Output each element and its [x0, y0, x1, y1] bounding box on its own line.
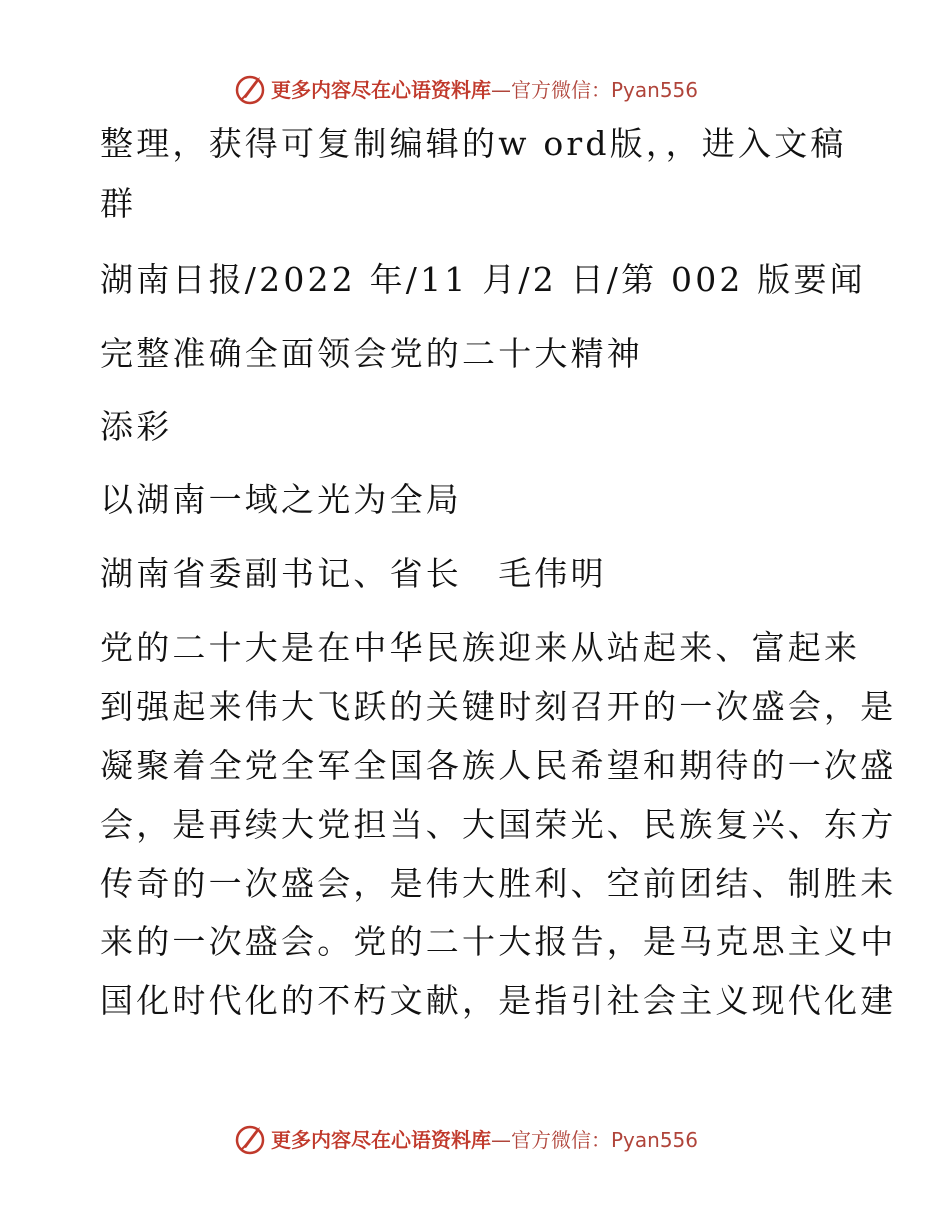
watermark-footer: [0, 1120, 950, 1160]
text-line-11: 会，是再续大党担当、大国荣光、民族复兴、东方: [100, 805, 897, 844]
text-line-14: 国化时代化的不朽文献，是指引社会主义现代化建: [100, 981, 897, 1020]
watermark-official: 官方微信：: [511, 78, 611, 102]
quill-pen-circle-icon: [234, 1121, 266, 1157]
text-line-2: 群: [100, 184, 137, 223]
text-line-12: 传奇的一次盛会，是伟大胜利、空前团结、制胜未: [100, 864, 897, 903]
watermark-id: Pyan556: [611, 1128, 699, 1152]
watermark-main: 更多内容尽在心语资料库: [271, 1128, 491, 1152]
text-line-6: 以湖南一域之光为全局: [100, 480, 462, 519]
text-line-1: 整理，获得可复制编辑的w ord版，，进入文稿: [100, 124, 847, 163]
watermark-id: Pyan556: [611, 78, 699, 102]
text-line-8: 党的二十大是在中华民族迎来从站起来、富起来: [100, 628, 861, 667]
watermark-main: 更多内容尽在心语资料库: [271, 78, 491, 102]
text-line-9: 到强起来伟大飞跃的关键时刻召开的一次盛会，是: [100, 687, 897, 726]
watermark-dash: —: [491, 78, 511, 102]
text-line-3: 湖南日报/2022 年/11 月/2 日/第 002 版要闻: [100, 260, 866, 299]
text-line-13: 来的一次盛会。党的二十大报告，是马克思主义中: [100, 922, 897, 961]
watermark-header: [0, 70, 950, 110]
watermark-text: [271, 78, 698, 102]
quill-pen-circle-icon: [234, 71, 266, 107]
watermark-official: 官方微信：: [511, 1128, 611, 1152]
watermark-dash: —: [491, 1128, 511, 1152]
text-line-4: 完整准确全面领会党的二十大精神: [100, 334, 643, 373]
text-line-5: 添彩: [100, 407, 173, 446]
text-line-10: 凝聚着全党全军全国各族人民希望和期待的一次盛: [100, 746, 897, 785]
text-line-7: 湖南省委副书记、省长 毛伟明: [100, 554, 607, 593]
watermark-text: [271, 1128, 698, 1152]
